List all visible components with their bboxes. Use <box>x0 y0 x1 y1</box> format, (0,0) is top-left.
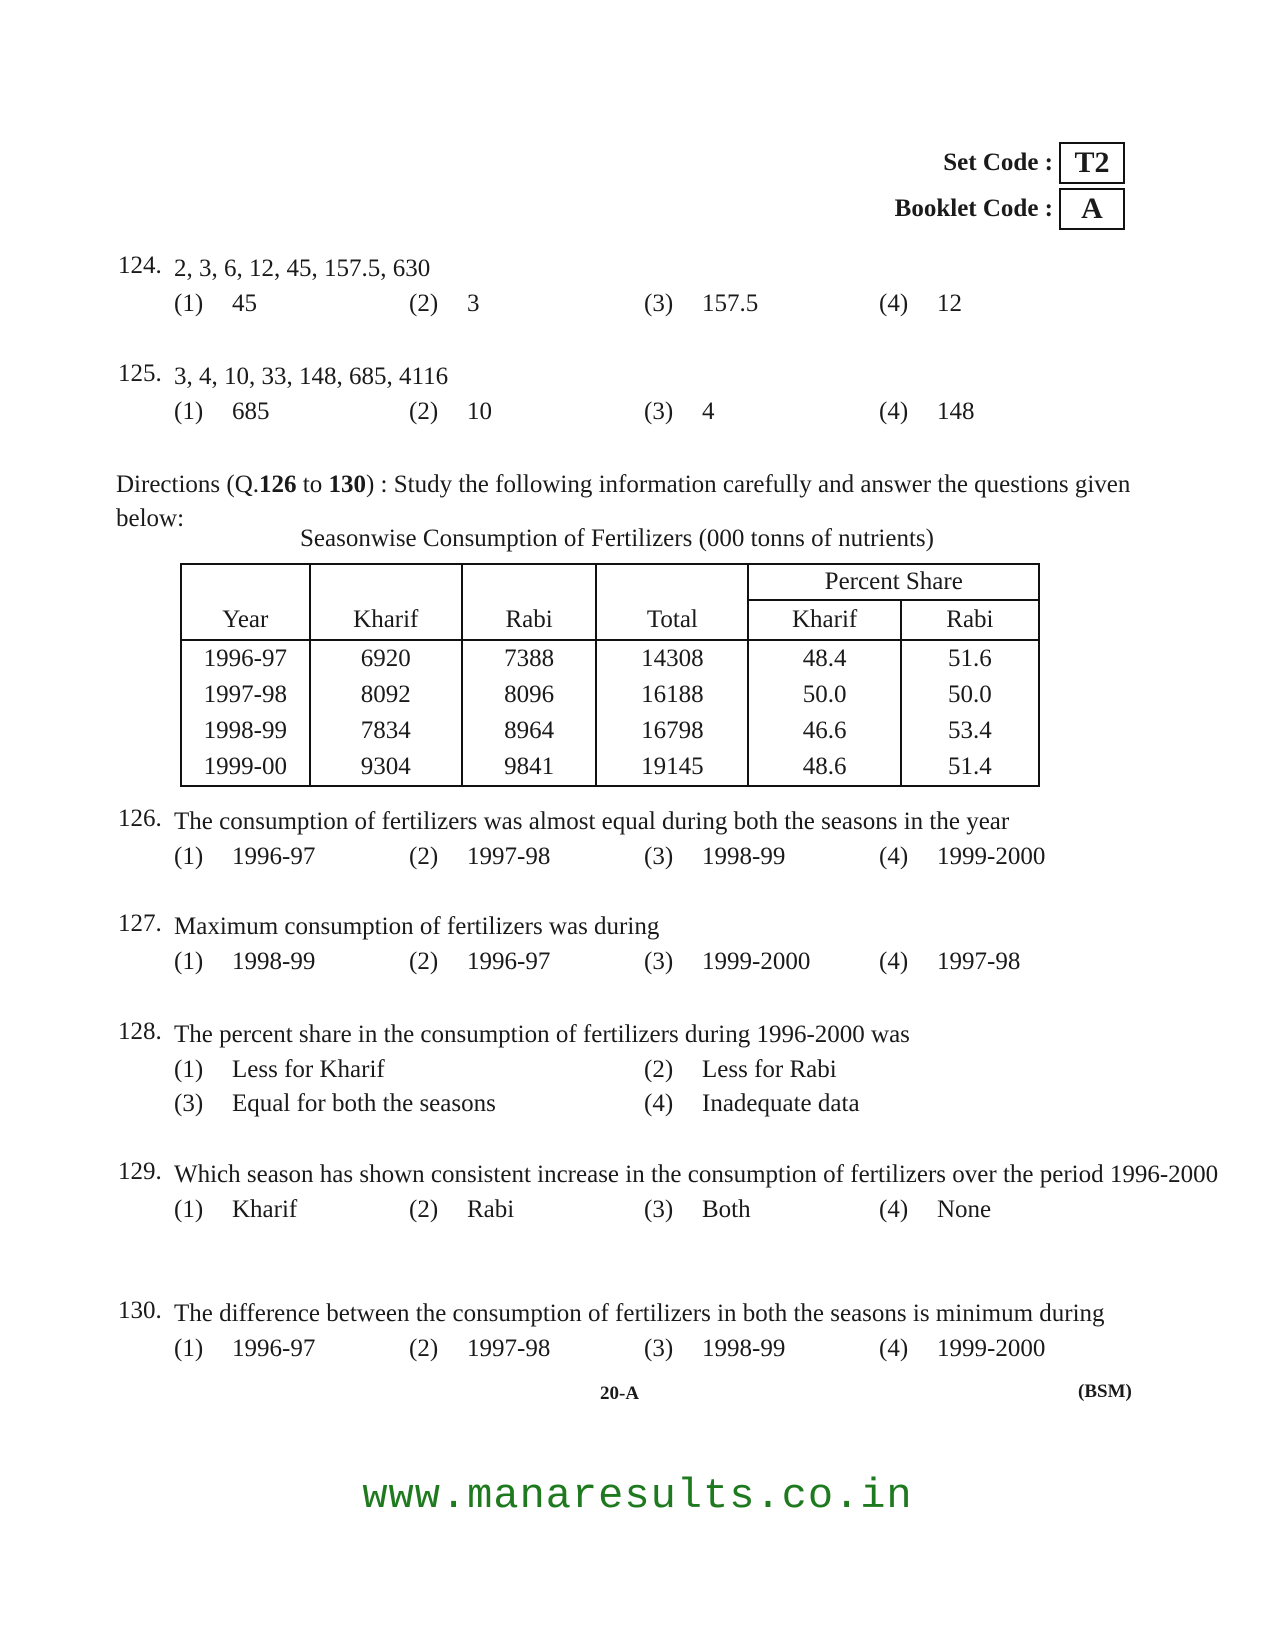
cell-rabi-share: 51.6 <box>901 640 1039 677</box>
option-number: (1) <box>174 1196 204 1223</box>
option-1 <box>174 1335 409 1363</box>
option-number: (2) <box>644 1056 674 1083</box>
option-number: (4) <box>879 398 909 425</box>
option-3 <box>644 843 879 871</box>
option-3 <box>644 290 879 318</box>
cell-year: 1998-99 <box>181 713 310 749</box>
cell-kharif: 9304 <box>310 749 462 786</box>
option-4 <box>879 290 1114 318</box>
directions-to: 130 <box>328 471 366 498</box>
option-text: 1999-2000 <box>937 1335 1046 1362</box>
cell-total: 19145 <box>596 749 748 786</box>
table-row <box>181 713 1039 749</box>
option-number: (2) <box>409 843 439 870</box>
option-text: 1997-98 <box>937 948 1021 975</box>
option-number: (3) <box>644 948 674 975</box>
option-number: (1) <box>174 290 204 317</box>
option-number: (2) <box>409 1196 439 1223</box>
option-text: 1998-99 <box>702 1335 786 1362</box>
option-text: 1996-97 <box>232 843 316 870</box>
booklet-code-row <box>825 188 1125 230</box>
website-watermark: www.manaresults.co.in <box>362 1472 913 1520</box>
directions-to-word: to <box>296 471 329 498</box>
option-1 <box>174 1196 409 1224</box>
option-text: 685 <box>232 398 270 425</box>
option-text: 1998-99 <box>232 948 316 975</box>
option-text: 1997-98 <box>467 1335 551 1362</box>
cell-kharif-share: 48.4 <box>748 640 900 677</box>
option-number: (3) <box>644 398 674 425</box>
option-1 <box>174 1056 644 1084</box>
question-125 <box>118 360 1275 426</box>
option-number: (1) <box>174 1335 204 1362</box>
option-2 <box>409 290 644 318</box>
options <box>174 1335 1275 1363</box>
option-3 <box>174 1090 644 1118</box>
question-text: The difference between the consumption of fertilizers in both the seasons is minimum during <box>174 1300 1105 1327</box>
cell-rabi: 8964 <box>462 713 596 749</box>
option-text: Rabi <box>467 1196 515 1223</box>
option-number: (4) <box>879 948 909 975</box>
table-row <box>181 640 1039 677</box>
question-number: 124. <box>118 252 162 279</box>
option-4 <box>879 948 1114 976</box>
option-text: Both <box>702 1196 751 1223</box>
table-row <box>181 749 1039 786</box>
option-4 <box>879 1335 1114 1363</box>
question-number: 130. <box>118 1297 162 1324</box>
options <box>174 290 1275 318</box>
set-code-row <box>825 142 1125 184</box>
directions-from: 126 <box>259 471 297 498</box>
cell-kharif-share: 46.6 <box>748 713 900 749</box>
option-3 <box>644 1335 879 1363</box>
directions-prefix: Directions (Q. <box>116 471 260 498</box>
question-text: 2, 3, 6, 12, 45, 157.5, 630 <box>174 255 431 282</box>
question-126 <box>118 805 1275 871</box>
option-number: (3) <box>644 843 674 870</box>
option-2 <box>409 1335 644 1363</box>
option-1 <box>174 290 409 318</box>
option-number: (4) <box>644 1090 674 1117</box>
option-number: (1) <box>174 398 204 425</box>
blank-header-cell <box>310 564 462 600</box>
booklet-code-label: Booklet Code : <box>894 195 1053 222</box>
exam-codes <box>825 142 1125 234</box>
option-4 <box>879 1196 1114 1224</box>
option-number: (3) <box>174 1090 204 1117</box>
option-number: (4) <box>879 290 909 317</box>
cell-total: 16188 <box>596 677 748 713</box>
table-row <box>181 677 1039 713</box>
options <box>174 843 1275 871</box>
option-number: (1) <box>174 948 204 975</box>
option-number: (4) <box>879 1196 909 1223</box>
option-text: Less for Rabi <box>702 1056 837 1083</box>
question-text: The percent share in the consumption of fertilizers during 1996-2000 was <box>174 1021 910 1048</box>
option-text: 1998-99 <box>702 843 786 870</box>
option-text: 1997-98 <box>467 843 551 870</box>
option-text: 1996-97 <box>467 948 551 975</box>
cell-total: 16798 <box>596 713 748 749</box>
question-129 <box>118 1158 1275 1224</box>
question-number: 125. <box>118 360 162 387</box>
options <box>174 1056 1275 1118</box>
options <box>174 398 1275 426</box>
option-number: (2) <box>409 290 439 317</box>
directions-suffix: ) : Study the following information carefully and answer the questions given below: <box>116 471 1131 532</box>
cell-kharif-share: 50.0 <box>748 677 900 713</box>
option-1 <box>174 948 409 976</box>
option-number: (2) <box>409 948 439 975</box>
option-1 <box>174 843 409 871</box>
cell-year: 1996-97 <box>181 640 310 677</box>
column-header-rabi: Rabi <box>462 600 596 640</box>
page-code: 20-A <box>600 1383 640 1404</box>
option-number: (1) <box>174 843 204 870</box>
question-124 <box>118 252 1275 318</box>
question-number: 127. <box>118 910 162 937</box>
cell-rabi-share: 50.0 <box>901 677 1039 713</box>
question-130 <box>118 1297 1275 1363</box>
set-code-value: T2 <box>1059 142 1125 184</box>
option-4 <box>644 1090 1114 1118</box>
option-3 <box>644 948 879 976</box>
column-header-kharif: Kharif <box>310 600 462 640</box>
option-text: Less for Kharif <box>232 1056 385 1083</box>
option-text: None <box>937 1196 992 1223</box>
column-header-year: Year <box>181 600 310 640</box>
option-text: 1996-97 <box>232 1335 316 1362</box>
blank-header-cell <box>181 564 310 600</box>
cell-kharif: 8092 <box>310 677 462 713</box>
option-text: 12 <box>937 290 962 317</box>
option-2 <box>644 1056 1114 1084</box>
cell-rabi: 9841 <box>462 749 596 786</box>
question-127 <box>118 910 1275 976</box>
cell-rabi-share: 51.4 <box>901 749 1039 786</box>
option-4 <box>879 398 1114 426</box>
series-code: (BSM) <box>1078 1381 1132 1402</box>
question-number: 128. <box>118 1018 162 1045</box>
question-128 <box>118 1018 1275 1118</box>
option-4 <box>879 843 1114 871</box>
option-2 <box>409 398 644 426</box>
option-number: (2) <box>409 398 439 425</box>
cell-kharif-share: 48.6 <box>748 749 900 786</box>
option-3 <box>644 1196 879 1224</box>
cell-year: 1997-98 <box>181 677 310 713</box>
table-caption: Seasonwise Consumption of Fertilizers (000 tonns of nutrients) <box>300 525 934 552</box>
option-text: 4 <box>702 398 715 425</box>
option-text: 10 <box>467 398 492 425</box>
option-text: 1999-2000 <box>937 843 1046 870</box>
options <box>174 1196 1275 1224</box>
cell-rabi-share: 53.4 <box>901 713 1039 749</box>
question-text: Which season has shown consistent increase in the consumption of fertilizers over the period 1996-2000 <box>174 1161 1219 1188</box>
cell-rabi: 7388 <box>462 640 596 677</box>
option-text: Equal for both the seasons <box>232 1090 496 1117</box>
blank-header-cell <box>596 564 748 600</box>
option-text: 157.5 <box>702 290 759 317</box>
cell-kharif: 6920 <box>310 640 462 677</box>
option-number: (4) <box>879 1335 909 1362</box>
option-number: (4) <box>879 843 909 870</box>
option-number: (2) <box>409 1335 439 1362</box>
set-code-label: Set Code : <box>943 149 1053 176</box>
question-text: Maximum consumption of fertilizers was during <box>174 913 660 940</box>
column-header-kharif-share: Kharif <box>748 600 900 640</box>
option-number: (1) <box>174 1056 204 1083</box>
cell-kharif: 7834 <box>310 713 462 749</box>
booklet-code-value: A <box>1059 188 1125 230</box>
option-number: (3) <box>644 1196 674 1223</box>
option-text: 148 <box>937 398 975 425</box>
option-2 <box>409 843 644 871</box>
question-text: The consumption of fertilizers was almost equal during both the seasons in the year <box>174 808 1010 835</box>
option-2 <box>409 948 644 976</box>
option-3 <box>644 398 879 426</box>
question-number: 126. <box>118 805 162 832</box>
option-1 <box>174 398 409 426</box>
cell-rabi: 8096 <box>462 677 596 713</box>
option-2 <box>409 1196 644 1224</box>
cell-total: 14308 <box>596 640 748 677</box>
option-number: (3) <box>644 1335 674 1362</box>
column-header-total: Total <box>596 600 748 640</box>
option-text: Inadequate data <box>702 1090 860 1117</box>
question-text: 3, 4, 10, 33, 148, 685, 4116 <box>174 363 449 390</box>
option-text: 45 <box>232 290 257 317</box>
option-text: Kharif <box>232 1196 298 1223</box>
options <box>174 948 1275 976</box>
percent-share-header: Percent Share <box>748 564 1039 600</box>
option-text: 1999-2000 <box>702 948 811 975</box>
option-text: 3 <box>467 290 480 317</box>
cell-year: 1999-00 <box>181 749 310 786</box>
blank-header-cell <box>462 564 596 600</box>
fertilizer-table <box>180 563 1040 787</box>
column-header-rabi-share: Rabi <box>901 600 1039 640</box>
question-number: 129. <box>118 1158 162 1185</box>
option-number: (3) <box>644 290 674 317</box>
